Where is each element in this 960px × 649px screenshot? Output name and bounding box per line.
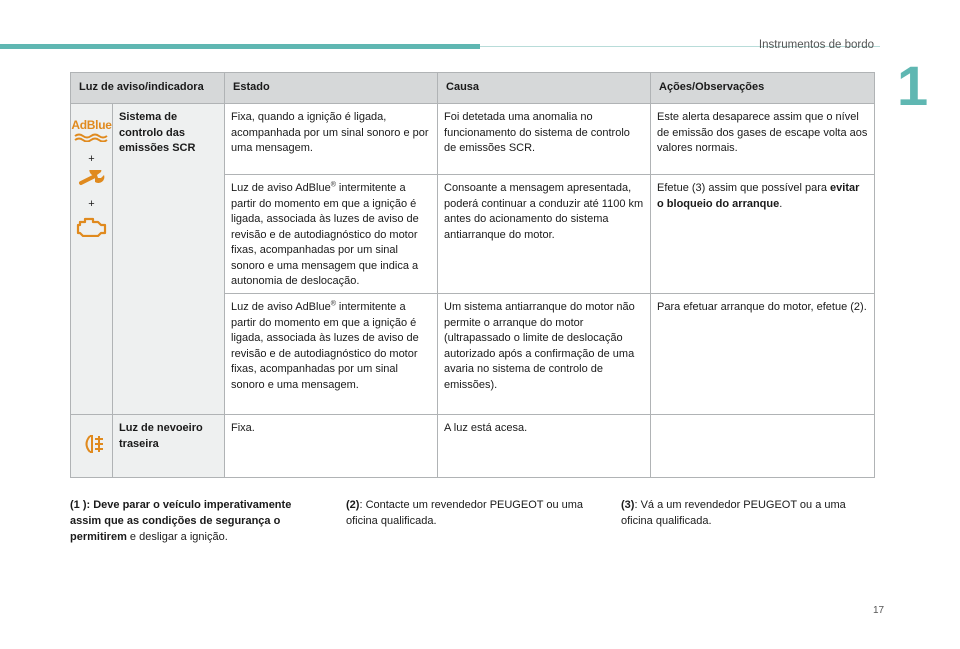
fog-icon-cell [71, 415, 113, 478]
table-header-row [71, 73, 875, 104]
fog-function-label: Luz de nevoeiro traseira [113, 415, 225, 478]
adblue-icon: AdBlue [71, 118, 111, 148]
action-cell: Para efetuar arranque do motor, efetue (2). [651, 294, 875, 415]
header-accent-bar [0, 44, 480, 49]
state-cell: Luz de aviso AdBlue® intermitente a partir do momento em que a ignição é ligada, associada às luzes de aviso de revisão e de autodiagnóstico do motor fixas, acompanhadas por um sinal sonoro e uma mensagem que indica a autonomia de deslocação. [225, 175, 438, 294]
page-number: 17 [873, 605, 885, 616]
scr-function-label: Sistema de controlo das emissões SCR [113, 104, 225, 415]
cause-cell: A luz está acesa. [438, 415, 651, 478]
section-title: Instrumentos de bordo [758, 39, 874, 51]
engine-check-icon [75, 215, 109, 243]
action-cell: Este alerta desaparece assim que o nível de emissão dos gases de escape volta aos valores normais. [651, 104, 875, 175]
action-cell: Efetue (3) assim que possível para evitar o bloqueio do arranque. [651, 175, 875, 294]
column-header: Estado [225, 73, 438, 104]
state-cell: Fixa, quando a ignição é ligada, acompanhada por um sinal sonoro e por uma mensagem. [225, 104, 438, 175]
scr-icon-cell [71, 104, 113, 415]
footnote-3: (3): Vá a um revendedor PEUGEOT ou a uma oficina qualificada. [621, 499, 846, 527]
chapter-number: 1 [897, 54, 929, 117]
footnote-2: (2): Contacte um revendedor PEUGEOT ou uma oficina qualificada. [346, 499, 584, 527]
table-row [71, 104, 875, 175]
plus-sign: + [88, 152, 95, 165]
cause-cell: Consoante a mensagem apresentada, poderá continuar a conduzir até 1100 km antes do acionamento do sistema antiarranque do motor. [438, 175, 651, 294]
warning-lights-table [70, 72, 875, 478]
rear-fog-light-icon [77, 421, 106, 461]
column-header: Ações/Observações [651, 73, 875, 104]
column-header: Luz de aviso/indicadora [71, 73, 225, 104]
cause-cell: Foi detetada uma anomalia no funcionamento do sistema de controlo de emissões SCR. [438, 104, 651, 175]
wrench-icon [77, 170, 107, 194]
table-row [71, 415, 875, 478]
footnote-1: (1 ): Deve parar o veículo imperativamente assim que as condições de segurança o permitirem e desligar a ignição. [70, 499, 292, 543]
state-cell: Luz de aviso AdBlue® intermitente a partir do momento em que a ignição é ligada, associada às luzes de aviso de revisão e de autodiagnóstico do motor fixas, acompanhadas por um sinal sonoro e uma mensagem. [225, 294, 438, 415]
cause-cell: Um sistema antiarranque do motor não permite o arranque do motor (ultrapassado o limite de deslocação autorizado após a confirmação de uma avaria no sistema de controlo de emissões). [438, 294, 651, 415]
column-header: Causa [438, 73, 651, 104]
action-cell [651, 415, 875, 478]
plus-sign: + [88, 198, 95, 210]
state-cell: Fixa. [225, 415, 438, 478]
